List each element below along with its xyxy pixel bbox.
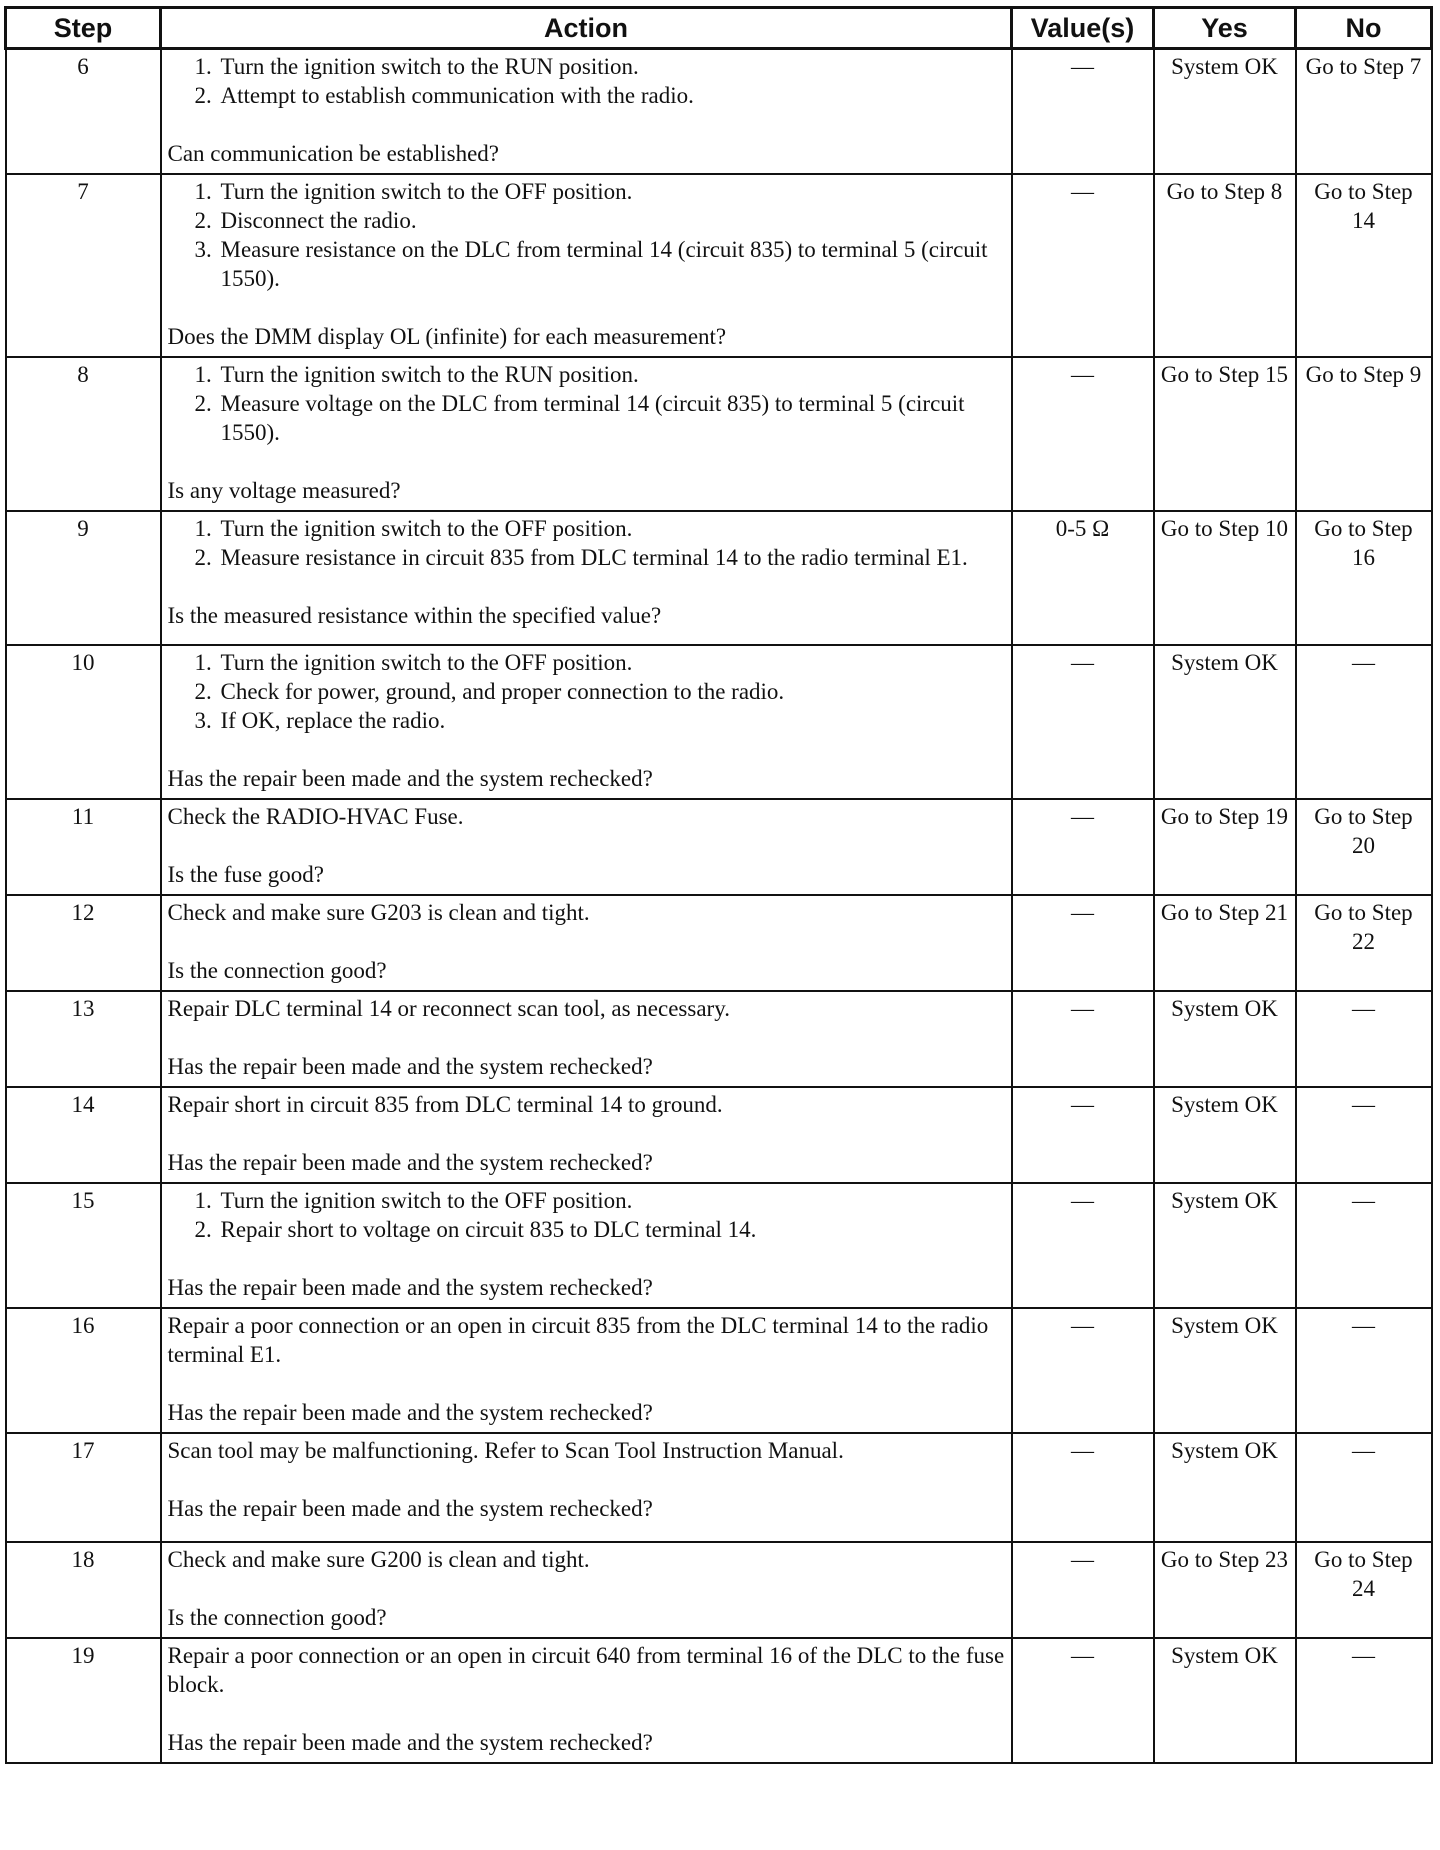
no-cell: Go to Step 7 [1296, 49, 1432, 175]
action-question: Has the repair been made and the system rechecked? [167, 1730, 653, 1755]
action-text: Repair short in circuit 835 from DLC terminal 14 to ground. [167, 1092, 723, 1117]
yes-cell: System OK [1154, 1308, 1296, 1433]
action-text: Repair a poor connection or an open in circuit 835 from the DLC terminal 14 to the radio terminal E1. [167, 1313, 989, 1367]
action-cell [161, 1542, 1012, 1638]
action-step-text: Turn the ignition switch to the OFF position. [220, 650, 633, 675]
action-text: Check and make sure G203 is clean and tight. [167, 900, 590, 925]
value-cell: — [1012, 1087, 1154, 1183]
table-row [6, 1433, 1432, 1542]
table-row [6, 991, 1432, 1087]
action-step-text: If OK, replace the radio. [220, 708, 446, 733]
no-cell: — [1296, 1433, 1432, 1542]
table-row [6, 1087, 1432, 1183]
header-no: No [1296, 8, 1432, 49]
yes-cell: System OK [1154, 1638, 1296, 1763]
action-step-number: 2. [194, 208, 212, 233]
value-cell: — [1012, 174, 1154, 357]
action-step-item [195, 677, 1005, 706]
no-cell: Go to Step 14 [1296, 174, 1432, 357]
action-step-number: 3. [194, 237, 212, 262]
action-question: Has the repair been made and the system rechecked? [167, 1275, 653, 1300]
table-row [6, 895, 1432, 991]
action-step-text: Turn the ignition switch to the OFF position. [220, 1188, 633, 1213]
yes-cell: Go to Step 10 [1154, 511, 1296, 645]
action-steps-list [168, 514, 1005, 572]
action-text: Scan tool may be malfunctioning. Refer to Scan Tool Instruction Manual. [167, 1438, 844, 1463]
action-step-text: Repair short to voltage on circuit 835 to DLC terminal 14. [220, 1217, 757, 1242]
yes-cell: Go to Step 8 [1154, 174, 1296, 357]
step-number: 11 [6, 799, 161, 895]
no-cell: — [1296, 645, 1432, 799]
step-number: 13 [6, 991, 161, 1087]
action-step-text: Measure voltage on the DLC from terminal 14 (circuit 835) to terminal 5 (circuit 1550). [220, 391, 965, 445]
action-text: Check and make sure G200 is clean and tight. [167, 1547, 590, 1572]
action-step-text: Turn the ignition switch to the OFF position. [220, 516, 633, 541]
action-cell [161, 991, 1012, 1087]
action-step-text: Turn the ignition switch to the OFF position. [220, 179, 633, 204]
action-cell [161, 645, 1012, 799]
step-number: 6 [6, 49, 161, 175]
value-cell: — [1012, 895, 1154, 991]
yes-cell: System OK [1154, 991, 1296, 1087]
action-question: Has the repair been made and the system rechecked? [167, 1150, 653, 1175]
no-cell: — [1296, 1087, 1432, 1183]
step-number: 19 [6, 1638, 161, 1763]
action-steps-list [168, 52, 1005, 110]
action-cell [161, 799, 1012, 895]
action-step-number: 1. [194, 362, 212, 387]
value-cell: — [1012, 49, 1154, 175]
yes-cell: Go to Step 21 [1154, 895, 1296, 991]
no-cell: — [1296, 1308, 1432, 1433]
action-text: Repair a poor connection or an open in circuit 640 from terminal 16 of the DLC to the fuse block. [167, 1643, 1005, 1697]
action-step-item [195, 1215, 1005, 1244]
value-cell: — [1012, 1638, 1154, 1763]
action-question: Has the repair been made and the system rechecked? [167, 1496, 653, 1521]
action-cell [161, 1183, 1012, 1308]
no-cell: — [1296, 1183, 1432, 1308]
diagnostic-table [4, 6, 1433, 1764]
yes-cell: System OK [1154, 1433, 1296, 1542]
action-question: Does the DMM display OL (infinite) for each measurement? [167, 324, 727, 349]
header-action: Action [161, 8, 1012, 49]
value-cell: — [1012, 1308, 1154, 1433]
action-cell [161, 174, 1012, 357]
step-number: 9 [6, 511, 161, 645]
value-cell: — [1012, 1433, 1154, 1542]
action-question: Is any voltage measured? [167, 478, 401, 503]
yes-cell: System OK [1154, 49, 1296, 175]
table-row [6, 645, 1432, 799]
step-number: 8 [6, 357, 161, 511]
yes-cell: System OK [1154, 1183, 1296, 1308]
action-step-number: 1. [194, 1188, 212, 1213]
action-question: Has the repair been made and the system rechecked? [167, 1054, 653, 1079]
no-cell: Go to Step 16 [1296, 511, 1432, 645]
yes-cell: System OK [1154, 1087, 1296, 1183]
table-row [6, 357, 1432, 511]
action-cell [161, 1433, 1012, 1542]
action-step-item [195, 1186, 1005, 1215]
table-row [6, 174, 1432, 357]
action-question: Is the connection good? [167, 1605, 387, 1630]
action-question: Can communication be established? [167, 141, 499, 166]
action-step-number: 2. [194, 1217, 212, 1242]
no-cell: — [1296, 1638, 1432, 1763]
action-step-number: 2. [194, 545, 212, 570]
action-question: Has the repair been made and the system rechecked? [167, 1400, 653, 1425]
action-cell [161, 895, 1012, 991]
action-step-item [195, 514, 1005, 543]
action-question: Is the fuse good? [167, 862, 324, 887]
no-cell: — [1296, 991, 1432, 1087]
step-number: 10 [6, 645, 161, 799]
table-row [6, 1183, 1432, 1308]
action-step-text: Turn the ignition switch to the RUN position. [220, 362, 639, 387]
yes-cell: Go to Step 23 [1154, 1542, 1296, 1638]
action-steps-list [168, 648, 1005, 735]
step-number: 17 [6, 1433, 161, 1542]
value-cell: — [1012, 1542, 1154, 1638]
table-row [6, 1308, 1432, 1433]
step-number: 14 [6, 1087, 161, 1183]
action-step-item [195, 648, 1005, 677]
value-cell: — [1012, 799, 1154, 895]
action-step-text: Measure resistance on the DLC from terminal 14 (circuit 835) to terminal 5 (circuit 1550). [220, 237, 988, 291]
action-step-item [195, 389, 1005, 447]
action-text: Repair DLC terminal 14 or reconnect scan tool, as necessary. [167, 996, 730, 1021]
action-cell [161, 511, 1012, 645]
step-number: 12 [6, 895, 161, 991]
action-step-item [195, 52, 1005, 81]
step-number: 16 [6, 1308, 161, 1433]
action-cell [161, 357, 1012, 511]
action-step-number: 2. [194, 83, 212, 108]
action-step-number: 3. [194, 708, 212, 733]
action-steps-list [168, 360, 1005, 447]
action-step-number: 1. [194, 54, 212, 79]
action-cell [161, 49, 1012, 175]
value-cell: — [1012, 357, 1154, 511]
action-text: Check the RADIO-HVAC Fuse. [167, 804, 464, 829]
no-cell: Go to Step 9 [1296, 357, 1432, 511]
no-cell: Go to Step 24 [1296, 1542, 1432, 1638]
action-step-item [195, 360, 1005, 389]
value-cell: 0-5 Ω [1012, 511, 1154, 645]
table-row [6, 1542, 1432, 1638]
header-step: Step [6, 8, 161, 49]
action-steps-list [168, 1186, 1005, 1244]
action-step-number: 1. [194, 179, 212, 204]
action-step-item [195, 81, 1005, 110]
action-step-text: Check for power, ground, and proper connection to the radio. [220, 679, 785, 704]
step-number: 7 [6, 174, 161, 357]
action-cell [161, 1638, 1012, 1763]
action-step-text: Turn the ignition switch to the RUN position. [220, 54, 639, 79]
action-step-text: Attempt to establish communication with the radio. [220, 83, 694, 108]
action-cell [161, 1308, 1012, 1433]
action-step-item [195, 206, 1005, 235]
no-cell: Go to Step 20 [1296, 799, 1432, 895]
action-step-text: Measure resistance in circuit 835 from DLC terminal 14 to the radio terminal E1. [220, 545, 968, 570]
action-steps-list [168, 177, 1005, 293]
action-step-item [195, 706, 1005, 735]
yes-cell: System OK [1154, 645, 1296, 799]
table-row [6, 49, 1432, 175]
action-step-number: 2. [194, 679, 212, 704]
table-row [6, 1638, 1432, 1763]
table-body [6, 49, 1432, 1764]
value-cell: — [1012, 991, 1154, 1087]
table-row [6, 799, 1432, 895]
no-cell: Go to Step 22 [1296, 895, 1432, 991]
action-question: Is the connection good? [167, 958, 387, 983]
action-step-item [195, 235, 1005, 293]
header-values: Value(s) [1012, 8, 1154, 49]
table-row [6, 511, 1432, 645]
action-step-item [195, 177, 1005, 206]
action-step-number: 1. [194, 650, 212, 675]
value-cell: — [1012, 645, 1154, 799]
value-cell: — [1012, 1183, 1154, 1308]
header-row [6, 8, 1432, 49]
action-step-number: 1. [194, 516, 212, 541]
action-question: Has the repair been made and the system rechecked? [167, 766, 653, 791]
action-step-text: Disconnect the radio. [220, 208, 417, 233]
action-step-number: 2. [194, 391, 212, 416]
header-yes: Yes [1154, 8, 1296, 49]
action-question: Is the measured resistance within the specified value? [167, 603, 662, 628]
step-number: 18 [6, 1542, 161, 1638]
action-cell [161, 1087, 1012, 1183]
diagnostic-page [4, 6, 1430, 1844]
yes-cell: Go to Step 19 [1154, 799, 1296, 895]
yes-cell: Go to Step 15 [1154, 357, 1296, 511]
step-number: 15 [6, 1183, 161, 1308]
action-step-item [195, 543, 1005, 572]
